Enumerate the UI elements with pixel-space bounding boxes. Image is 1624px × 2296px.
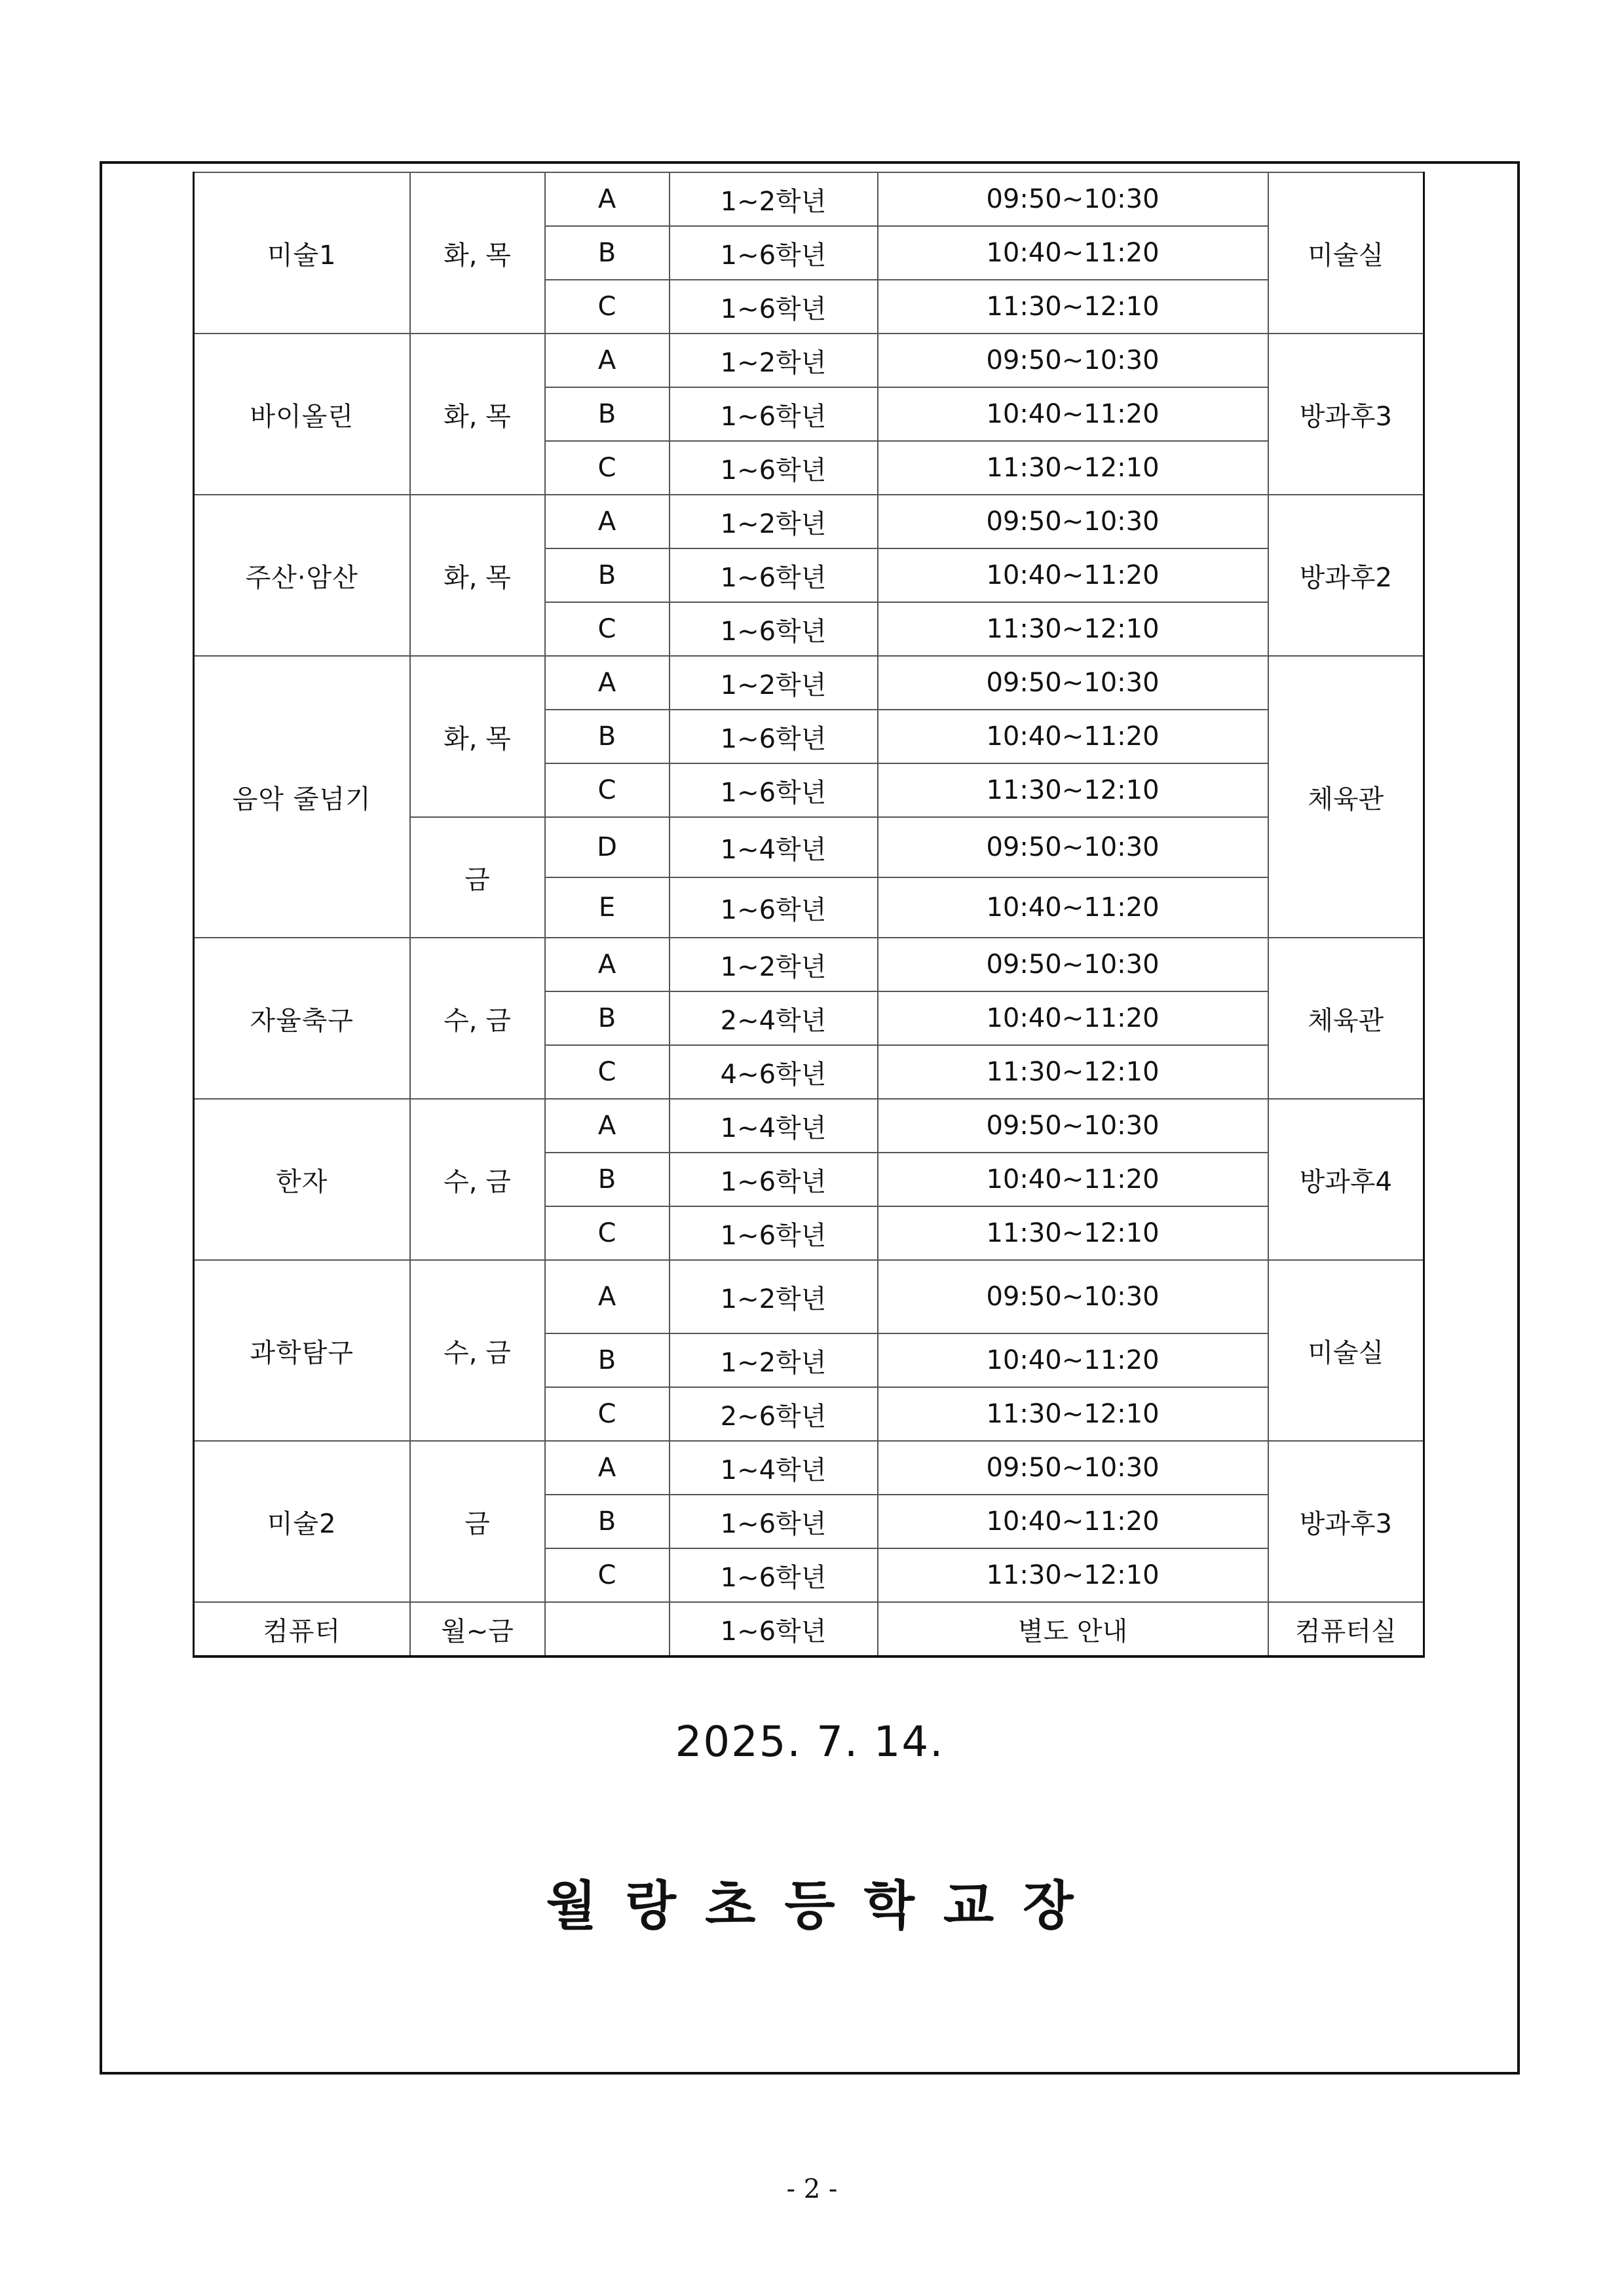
section-cell: B <box>545 710 670 763</box>
time-cell: 09:50~10:30 <box>878 817 1268 877</box>
room-cell: 방과후3 <box>1268 334 1424 495</box>
section-cell: A <box>545 334 670 387</box>
time-cell: 11:30~12:10 <box>878 763 1268 817</box>
section-cell: A <box>545 1441 670 1495</box>
days-cell: 수, 금 <box>410 1260 545 1441</box>
time-cell: 09:50~10:30 <box>878 656 1268 710</box>
grade-cell: 1~6학년 <box>670 710 878 763</box>
time-cell: 11:30~12:10 <box>878 1206 1268 1260</box>
grade-cell: 1~6학년 <box>670 387 878 441</box>
room-cell: 체육관 <box>1268 656 1424 938</box>
time-cell: 10:40~11:20 <box>878 548 1268 602</box>
grade-cell: 1~6학년 <box>670 1602 878 1656</box>
afterschool-schedule-table <box>193 172 1425 1658</box>
section-cell: C <box>545 1206 670 1260</box>
days-cell: 화, 목 <box>410 656 545 817</box>
grade-cell: 1~2학년 <box>670 1333 878 1387</box>
time-cell: 별도 안내 <box>878 1602 1268 1656</box>
grade-cell: 1~4학년 <box>670 1099 878 1153</box>
section-cell: B <box>545 387 670 441</box>
table-row <box>194 1441 1424 1495</box>
grade-cell: 1~4학년 <box>670 1441 878 1495</box>
section-cell <box>545 1602 670 1656</box>
time-cell: 10:40~11:20 <box>878 387 1268 441</box>
grade-cell: 1~6학년 <box>670 548 878 602</box>
room-cell: 미술실 <box>1268 1260 1424 1441</box>
program-name-cell: 음악 줄넘기 <box>194 656 410 938</box>
section-cell: C <box>545 280 670 334</box>
days-cell: 금 <box>410 1441 545 1602</box>
program-name-cell: 바이올린 <box>194 334 410 495</box>
days-cell: 화, 목 <box>410 334 545 495</box>
room-cell: 방과후3 <box>1268 1441 1424 1602</box>
section-cell: A <box>545 495 670 548</box>
grade-cell: 4~6학년 <box>670 1045 878 1099</box>
grade-cell: 1~2학년 <box>670 172 878 226</box>
time-cell: 09:50~10:30 <box>878 1260 1268 1333</box>
table-row <box>194 1099 1424 1153</box>
grade-cell: 1~2학년 <box>670 656 878 710</box>
section-cell: C <box>545 1548 670 1602</box>
grade-cell: 1~2학년 <box>670 1260 878 1333</box>
time-cell: 10:40~11:20 <box>878 1495 1268 1548</box>
room-cell: 미술실 <box>1268 172 1424 334</box>
time-cell: 10:40~11:20 <box>878 1153 1268 1206</box>
time-cell: 10:40~11:20 <box>878 991 1268 1045</box>
section-cell: B <box>545 548 670 602</box>
days-cell: 금 <box>410 817 545 938</box>
time-cell: 09:50~10:30 <box>878 1441 1268 1495</box>
room-cell: 방과후4 <box>1268 1099 1424 1260</box>
section-cell: B <box>545 1333 670 1387</box>
table-row <box>194 334 1424 387</box>
days-cell: 화, 목 <box>410 495 545 656</box>
section-cell: E <box>545 877 670 938</box>
days-cell: 화, 목 <box>410 172 545 334</box>
time-cell: 11:30~12:10 <box>878 1548 1268 1602</box>
grade-cell: 1~6학년 <box>670 763 878 817</box>
grade-cell: 1~6학년 <box>670 441 878 495</box>
time-cell: 10:40~11:20 <box>878 877 1268 938</box>
grade-cell: 1~6학년 <box>670 1495 878 1548</box>
document-frame <box>100 161 1520 2075</box>
grade-cell: 1~2학년 <box>670 938 878 991</box>
program-name-cell: 한자 <box>194 1099 410 1260</box>
time-cell: 10:40~11:20 <box>878 1333 1268 1387</box>
room-cell: 체육관 <box>1268 938 1424 1099</box>
section-cell: A <box>545 938 670 991</box>
table-row <box>194 1602 1424 1656</box>
grade-cell: 1~6학년 <box>670 280 878 334</box>
document-date: 2025. 7. 14. <box>675 1718 945 1767</box>
section-cell: B <box>545 991 670 1045</box>
section-cell: D <box>545 817 670 877</box>
section-cell: A <box>545 1099 670 1153</box>
grade-cell: 1~6학년 <box>670 1153 878 1206</box>
program-name-cell: 미술2 <box>194 1441 410 1602</box>
time-cell: 10:40~11:20 <box>878 226 1268 280</box>
grade-cell: 1~6학년 <box>670 877 878 938</box>
days-cell: 월~금 <box>410 1602 545 1656</box>
program-name-cell: 주산·암산 <box>194 495 410 656</box>
section-cell: C <box>545 441 670 495</box>
table-row <box>194 1260 1424 1333</box>
program-name-cell: 자율축구 <box>194 938 410 1099</box>
table-row <box>194 172 1424 226</box>
section-cell: B <box>545 1495 670 1548</box>
time-cell: 11:30~12:10 <box>878 1045 1268 1099</box>
section-cell: C <box>545 602 670 656</box>
program-name-cell: 과학탐구 <box>194 1260 410 1441</box>
grade-cell: 1~6학년 <box>670 602 878 656</box>
table-row <box>194 656 1424 710</box>
grade-cell: 2~4학년 <box>670 991 878 1045</box>
time-cell: 09:50~10:30 <box>878 495 1268 548</box>
table-row <box>194 495 1424 548</box>
room-cell: 컴퓨터실 <box>1268 1602 1424 1656</box>
table-row <box>194 938 1424 991</box>
section-cell: A <box>545 656 670 710</box>
time-cell: 11:30~12:10 <box>878 280 1268 334</box>
section-cell: C <box>545 1387 670 1441</box>
principal-signature: 월랑초등학교장 <box>546 1875 1103 1936</box>
time-cell: 09:50~10:30 <box>878 938 1268 991</box>
days-cell: 수, 금 <box>410 1099 545 1260</box>
section-cell: B <box>545 226 670 280</box>
grade-cell: 1~6학년 <box>670 226 878 280</box>
program-name-cell: 컴퓨터 <box>194 1602 410 1656</box>
time-cell: 11:30~12:10 <box>878 441 1268 495</box>
grade-cell: 1~2학년 <box>670 334 878 387</box>
grade-cell: 1~6학년 <box>670 1206 878 1260</box>
time-cell: 09:50~10:30 <box>878 1099 1268 1153</box>
grade-cell: 1~4학년 <box>670 817 878 877</box>
time-cell: 11:30~12:10 <box>878 602 1268 656</box>
section-cell: A <box>545 172 670 226</box>
days-cell: 수, 금 <box>410 938 545 1099</box>
grade-cell: 1~6학년 <box>670 1548 878 1602</box>
time-cell: 10:40~11:20 <box>878 710 1268 763</box>
grade-cell: 1~2학년 <box>670 495 878 548</box>
section-cell: B <box>545 1153 670 1206</box>
time-cell: 09:50~10:30 <box>878 172 1268 226</box>
time-cell: 09:50~10:30 <box>878 334 1268 387</box>
section-cell: C <box>545 763 670 817</box>
page-number: - 2 - <box>786 2174 838 2204</box>
grade-cell: 2~6학년 <box>670 1387 878 1441</box>
time-cell: 11:30~12:10 <box>878 1387 1268 1441</box>
program-name-cell: 미술1 <box>194 172 410 334</box>
section-cell: C <box>545 1045 670 1099</box>
room-cell: 방과후2 <box>1268 495 1424 656</box>
section-cell: A <box>545 1260 670 1333</box>
